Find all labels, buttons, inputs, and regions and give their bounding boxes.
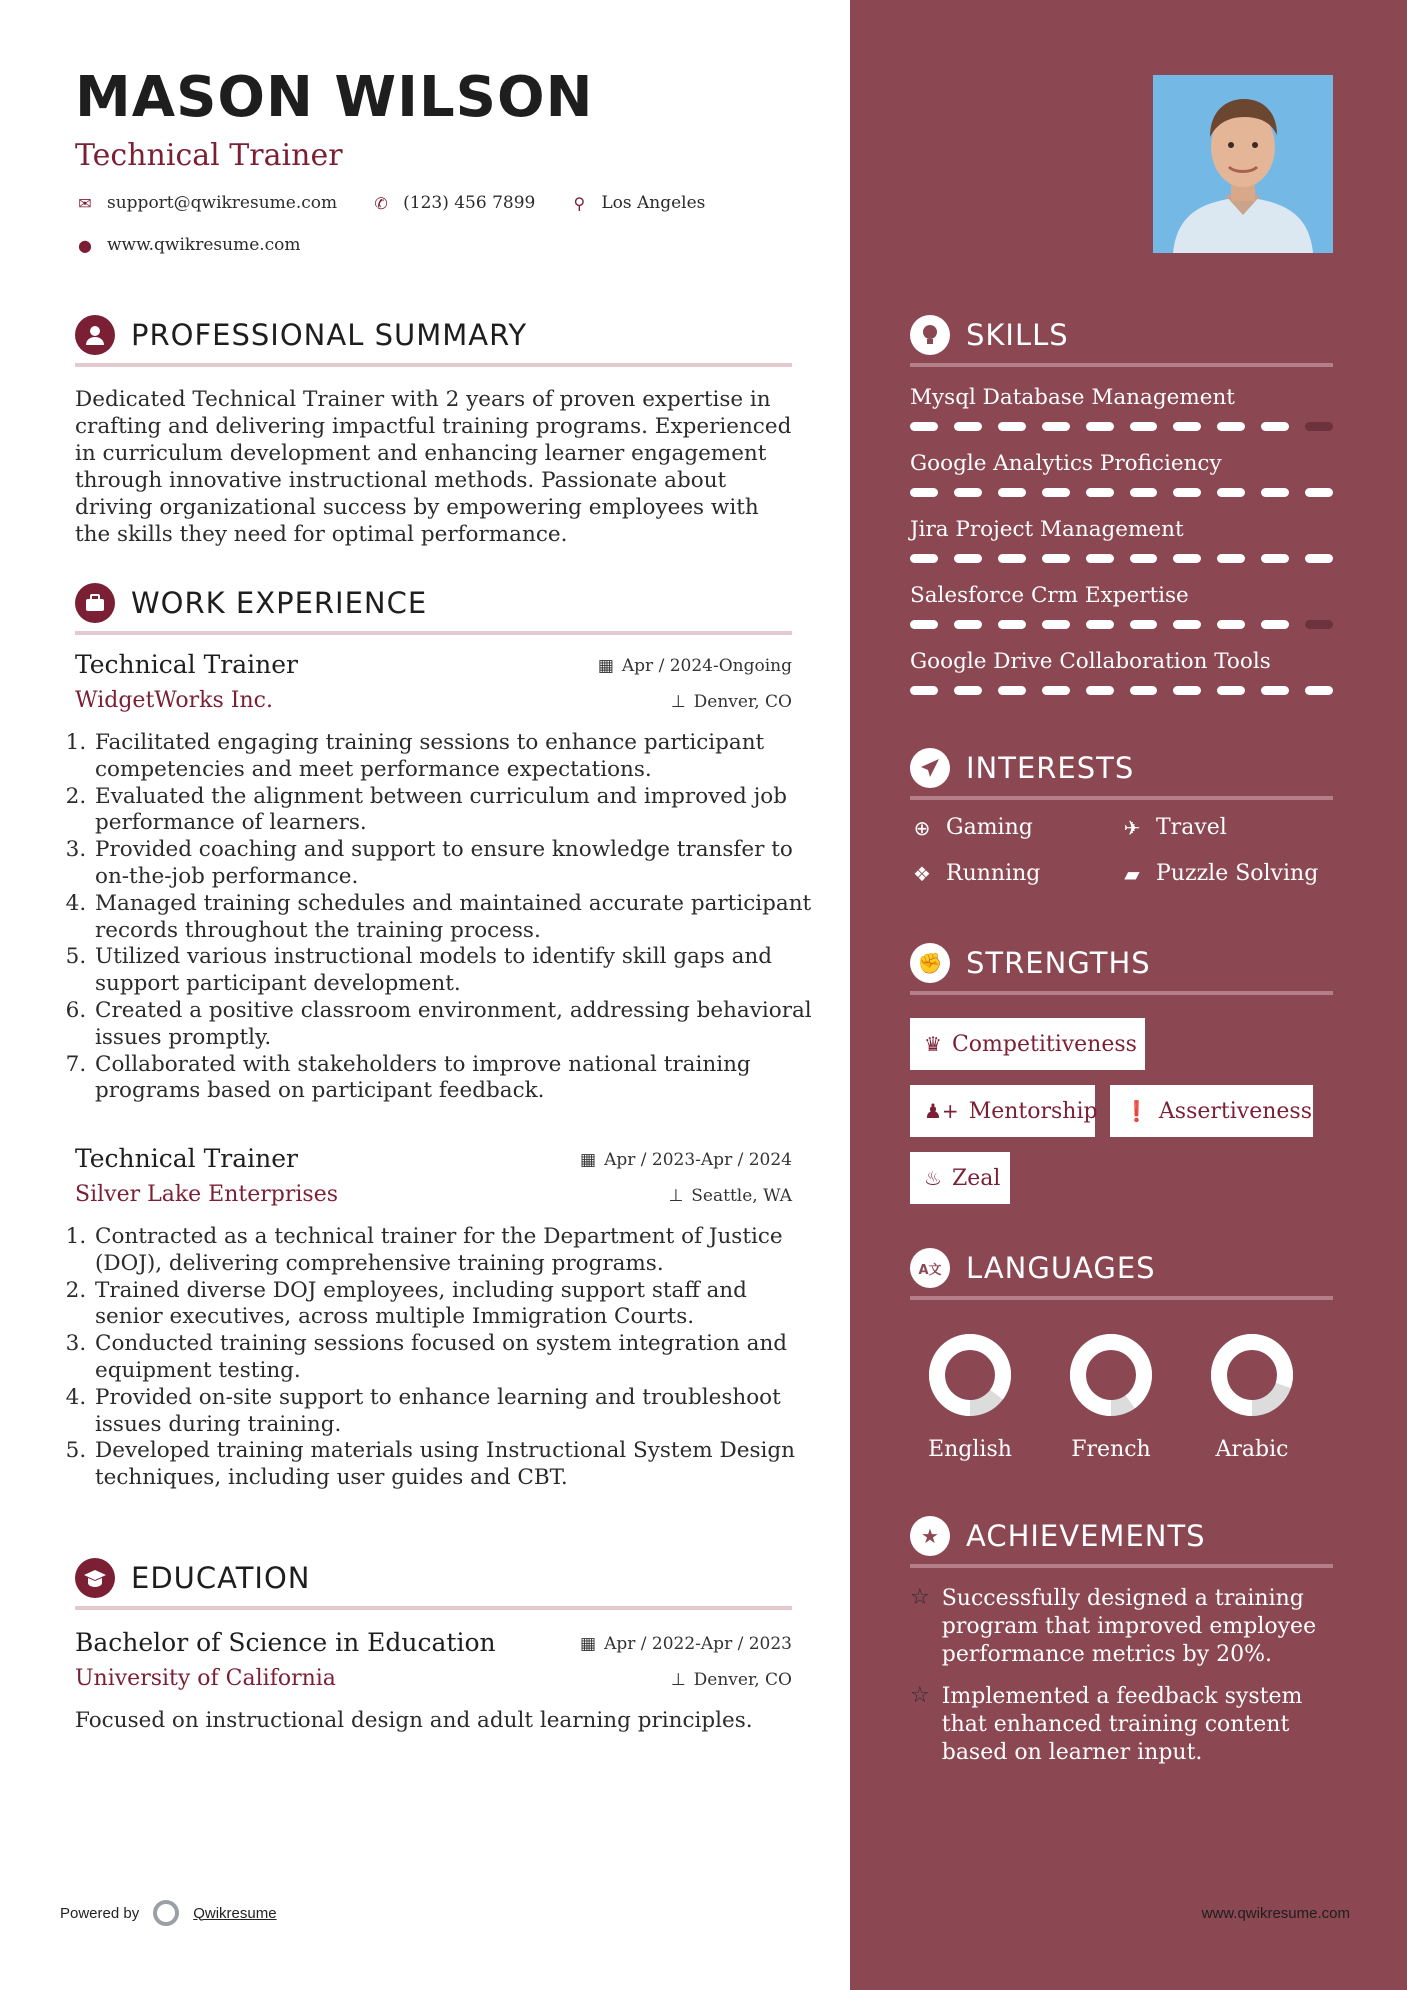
strength-label: Assertiveness (1158, 1098, 1313, 1124)
skill-dot (1042, 686, 1070, 695)
skill-dot (1305, 620, 1333, 629)
skill-level (910, 620, 1333, 629)
skill-dot (1042, 422, 1070, 431)
achievement-text: Successfully designed a training program that improved employee performance metrics by 20%. (941, 1586, 1317, 1667)
contact-website[interactable]: www.qwikresume.com (107, 235, 301, 255)
language-item (1192, 1333, 1312, 1462)
strength-chip (1110, 1085, 1313, 1137)
job-location (668, 1186, 792, 1206)
skill-dot (1173, 554, 1201, 563)
list-item: 1. Facilitated engaging training sessions to enhance participant competencies and meet performance expectations. (93, 730, 815, 784)
powered-by-text: Powered by (60, 1904, 140, 1922)
language-ring (1069, 1333, 1153, 1417)
achievement-item (910, 1683, 1333, 1767)
contact-phone[interactable]: (123) 456 7899 (403, 193, 536, 213)
job-date (580, 1150, 792, 1170)
achievement-item (910, 1585, 1333, 1669)
skill-dot (1130, 620, 1158, 629)
degree-title: Bachelor of Science in Education (75, 1628, 496, 1657)
section-title: SKILLS (966, 318, 1069, 352)
language-name: English (928, 1437, 1012, 1462)
interest-item (1120, 815, 1227, 840)
skill-item (910, 451, 1333, 497)
skill-name: Jira Project Management (910, 517, 1184, 542)
skill-dot (954, 422, 982, 431)
language-item (910, 1333, 1030, 1462)
envelope-icon: ✉ (78, 193, 92, 213)
education-description: Focused on instructional design and adult learning principles. (75, 1708, 753, 1733)
skill-dot (1217, 554, 1245, 563)
job-location-text: Denver, CO (693, 692, 792, 712)
skill-level (910, 686, 1333, 695)
contact-location: Los Angeles (601, 193, 706, 213)
interest-label: Running (946, 861, 1041, 886)
skill-dot (1261, 488, 1289, 497)
graduation-icon (75, 1558, 115, 1598)
footer-powered (60, 1900, 277, 1926)
skill-dot (1261, 422, 1289, 431)
skill-level (910, 422, 1333, 431)
language-ring-fill (1078, 1342, 1144, 1408)
language-item (1051, 1333, 1171, 1462)
section-header-summary (75, 315, 792, 367)
skill-item (910, 385, 1333, 431)
skill-dot (910, 620, 938, 629)
candidate-name: MASON WILSON (75, 65, 594, 130)
skill-dot (954, 488, 982, 497)
job-date-text: Apr / 2023-Apr / 2024 (604, 1150, 792, 1170)
skill-dot (1042, 488, 1070, 497)
exclamation-icon: ❗ (1124, 1099, 1149, 1123)
translate-icon: A文 (910, 1248, 950, 1288)
skill-dot (998, 488, 1026, 497)
language-name: French (1071, 1437, 1151, 1462)
skill-dot (910, 686, 938, 695)
education-entry (75, 1628, 792, 1748)
user-icon (75, 315, 115, 355)
skill-dot (1042, 554, 1070, 563)
list-item: 7. Collaborated with stakeholders to improve national training programs based on participant feedback. (93, 1052, 815, 1106)
job-title: Technical Trainer (75, 1144, 298, 1173)
summary-text: Dedicated Technical Trainer with 2 years of proven expertise in crafting and delivering impactful training programs. Experienced in curriculum development and enhancing learner engagement through innovative instructional methods. Passionate about driving organizational success by empowering employees with the skills they need for optimal performance. (75, 387, 792, 547)
skill-dot (954, 554, 982, 563)
list-item: 4. Provided on-site support to enhance learning and troubleshoot issues during training. (93, 1385, 815, 1439)
phone-icon: ✆ (374, 193, 388, 213)
skill-level (910, 554, 1333, 563)
paw-icon: ❖ (913, 861, 931, 886)
interest-item (910, 815, 1033, 840)
skill-dot (1305, 422, 1333, 431)
list-item: 2. Trained diverse DOJ employees, including support staff and senior executives, across multiple Immigration Courts. (93, 1278, 815, 1332)
language-ring (1210, 1333, 1294, 1417)
star-icon: ★ (910, 1516, 950, 1556)
candidate-role: Technical Trainer (75, 138, 343, 173)
skill-level (910, 488, 1333, 497)
skill-dot (1305, 488, 1333, 497)
job-bullets (70, 730, 815, 1105)
education-date-text: Apr / 2022-Apr / 2023 (604, 1634, 792, 1654)
skill-dot (1086, 686, 1114, 695)
section-header-work (75, 583, 792, 635)
list-item: 6. Created a positive classroom environment, addressing behavioral issues promptly. (93, 998, 815, 1052)
skill-name: Mysql Database Management (910, 385, 1235, 410)
section-title: LANGUAGES (966, 1251, 1156, 1285)
education-date (580, 1634, 792, 1654)
section-header-skills (910, 315, 1333, 367)
skill-dot (998, 422, 1026, 431)
section-header-achievements (910, 1516, 1333, 1568)
skill-dot (1261, 620, 1289, 629)
strength-label: Mentorship (968, 1098, 1098, 1124)
interest-label: Puzzle Solving (1156, 861, 1319, 886)
job-title: Technical Trainer (75, 650, 298, 679)
list-item: 5. Developed training materials using Instructional System Design techniques, including user guides and CBT. (93, 1438, 815, 1492)
fire-icon: ♨ (924, 1166, 942, 1190)
skill-dot (1261, 554, 1289, 563)
section-header-education (75, 1558, 792, 1610)
list-item: 4. Managed training schedules and maintained accurate participant records throughout the training process. (93, 891, 815, 945)
job-location-text: Seattle, WA (691, 1186, 792, 1206)
strength-label: Competitiveness (951, 1031, 1137, 1057)
skill-dot (1173, 422, 1201, 431)
skill-dot (954, 686, 982, 695)
briefcase-icon (75, 583, 115, 623)
list-item: 3. Provided coaching and support to ensure knowledge transfer to on-the-job performance. (93, 837, 815, 891)
language-name: Arabic (1215, 1437, 1289, 1462)
map-marker-icon: ⚲ (573, 193, 586, 213)
skill-dot (1173, 620, 1201, 629)
trophy-icon: ♛ (924, 1032, 942, 1056)
strength-chip (910, 1085, 1098, 1137)
calendar-icon: ▦ (597, 656, 614, 676)
skill-dot (1086, 554, 1114, 563)
job-date-text: Apr / 2024-Ongoing (621, 656, 792, 676)
section-title: WORK EXPERIENCE (131, 586, 428, 620)
section-title: PROFESSIONAL SUMMARY (131, 318, 528, 352)
interest-item (1120, 861, 1318, 886)
skill-dot (1217, 686, 1245, 695)
achievement-text: Implemented a feedback system that enhanced training content based on learner input. (941, 1684, 1303, 1765)
job-location (671, 692, 792, 712)
plane-icon: ✈ (1123, 815, 1141, 840)
list-item: 3. Conducted training sessions focused on system integration and equipment testing. (93, 1331, 815, 1385)
user-plus-icon: ♟+ (924, 1099, 959, 1123)
brand-link[interactable]: Qwikresume (193, 1904, 277, 1922)
skill-dot (910, 422, 938, 431)
skill-item (910, 517, 1333, 563)
skill-dot (1217, 488, 1245, 497)
shooting-star-icon: ☆ (910, 1683, 930, 1708)
skill-dot (1086, 620, 1114, 629)
skill-dot (910, 488, 938, 497)
job-bullets (70, 1224, 815, 1492)
skill-item (910, 649, 1333, 695)
interest-item (910, 861, 1040, 886)
gamepad-icon: ⊕ (913, 815, 931, 840)
job-company: WidgetWorks Inc. (75, 688, 273, 713)
skill-dot (1086, 488, 1114, 497)
interest-label: Gaming (946, 815, 1033, 840)
lightbulb-icon (910, 315, 950, 355)
section-header-strengths (910, 943, 1333, 995)
footer-website[interactable]: www.qwikresume.com (1201, 1905, 1350, 1922)
language-ring (928, 1333, 1012, 1417)
skill-dot (1305, 686, 1333, 695)
book-icon: ▰ (1124, 861, 1140, 886)
strength-chip (910, 1152, 1010, 1204)
skill-dot (1173, 686, 1201, 695)
profile-photo (1153, 75, 1333, 253)
skill-name: Google Drive Collaboration Tools (910, 649, 1271, 674)
education-location (671, 1670, 792, 1690)
education-location-text: Denver, CO (693, 1670, 792, 1690)
contact-email[interactable]: support@qwikresume.com (107, 193, 338, 213)
strength-chip (910, 1018, 1145, 1070)
skill-dot (1042, 620, 1070, 629)
pin-icon: ⊥ (670, 692, 686, 712)
section-header-interests (910, 748, 1333, 800)
interest-label: Travel (1156, 815, 1227, 840)
fist-icon: ✊ (910, 943, 950, 983)
skill-dot (998, 620, 1026, 629)
job-entry (75, 650, 812, 1120)
skill-dot (998, 554, 1026, 563)
contact-row-2 (75, 235, 323, 255)
pin-icon: ⊥ (668, 1186, 684, 1206)
calendar-icon: ▦ (580, 1150, 597, 1170)
strength-label: Zeal (951, 1165, 1001, 1191)
section-header-languages (910, 1248, 1333, 1300)
paper-plane-icon (910, 748, 950, 788)
list-item: 5. Utilized various instructional models to identify skill gaps and support participant development. (93, 944, 815, 998)
list-item: 1. Contracted as a technical trainer for the Department of Justice (DOJ), delivering comprehensive training programs. (93, 1224, 815, 1278)
school-name: University of California (75, 1666, 336, 1691)
skill-dot (998, 686, 1026, 695)
list-item: 2. Evaluated the alignment between curriculum and improved job performance of learners. (93, 784, 815, 838)
section-title: STRENGTHS (966, 946, 1151, 980)
section-title: EDUCATION (131, 1561, 311, 1595)
skill-name: Google Analytics Proficiency (910, 451, 1222, 476)
section-title: INTERESTS (966, 751, 1135, 785)
skill-dot (1305, 554, 1333, 563)
skill-dot (1261, 686, 1289, 695)
skill-dot (1217, 620, 1245, 629)
job-company: Silver Lake Enterprises (75, 1182, 339, 1207)
globe-icon: ● (78, 235, 92, 255)
skill-dot (1130, 422, 1158, 431)
skill-dot (910, 554, 938, 563)
skill-dot (954, 620, 982, 629)
shooting-star-icon: ☆ (910, 1585, 930, 1610)
contact-row (75, 193, 727, 213)
job-entry (75, 1144, 795, 1514)
skill-dot (1217, 422, 1245, 431)
skill-dot (1130, 554, 1158, 563)
job-date (598, 656, 792, 676)
skill-dot (1173, 488, 1201, 497)
pin-icon: ⊥ (670, 1670, 686, 1690)
calendar-icon: ▦ (580, 1634, 597, 1654)
skill-dot (1086, 422, 1114, 431)
skill-name: Salesforce Crm Expertise (910, 583, 1189, 608)
skill-dot (1130, 488, 1158, 497)
section-title: ACHIEVEMENTS (966, 1519, 1206, 1553)
skill-dot (1130, 686, 1158, 695)
qwikresume-logo-icon (153, 1900, 179, 1926)
skill-item (910, 583, 1333, 629)
